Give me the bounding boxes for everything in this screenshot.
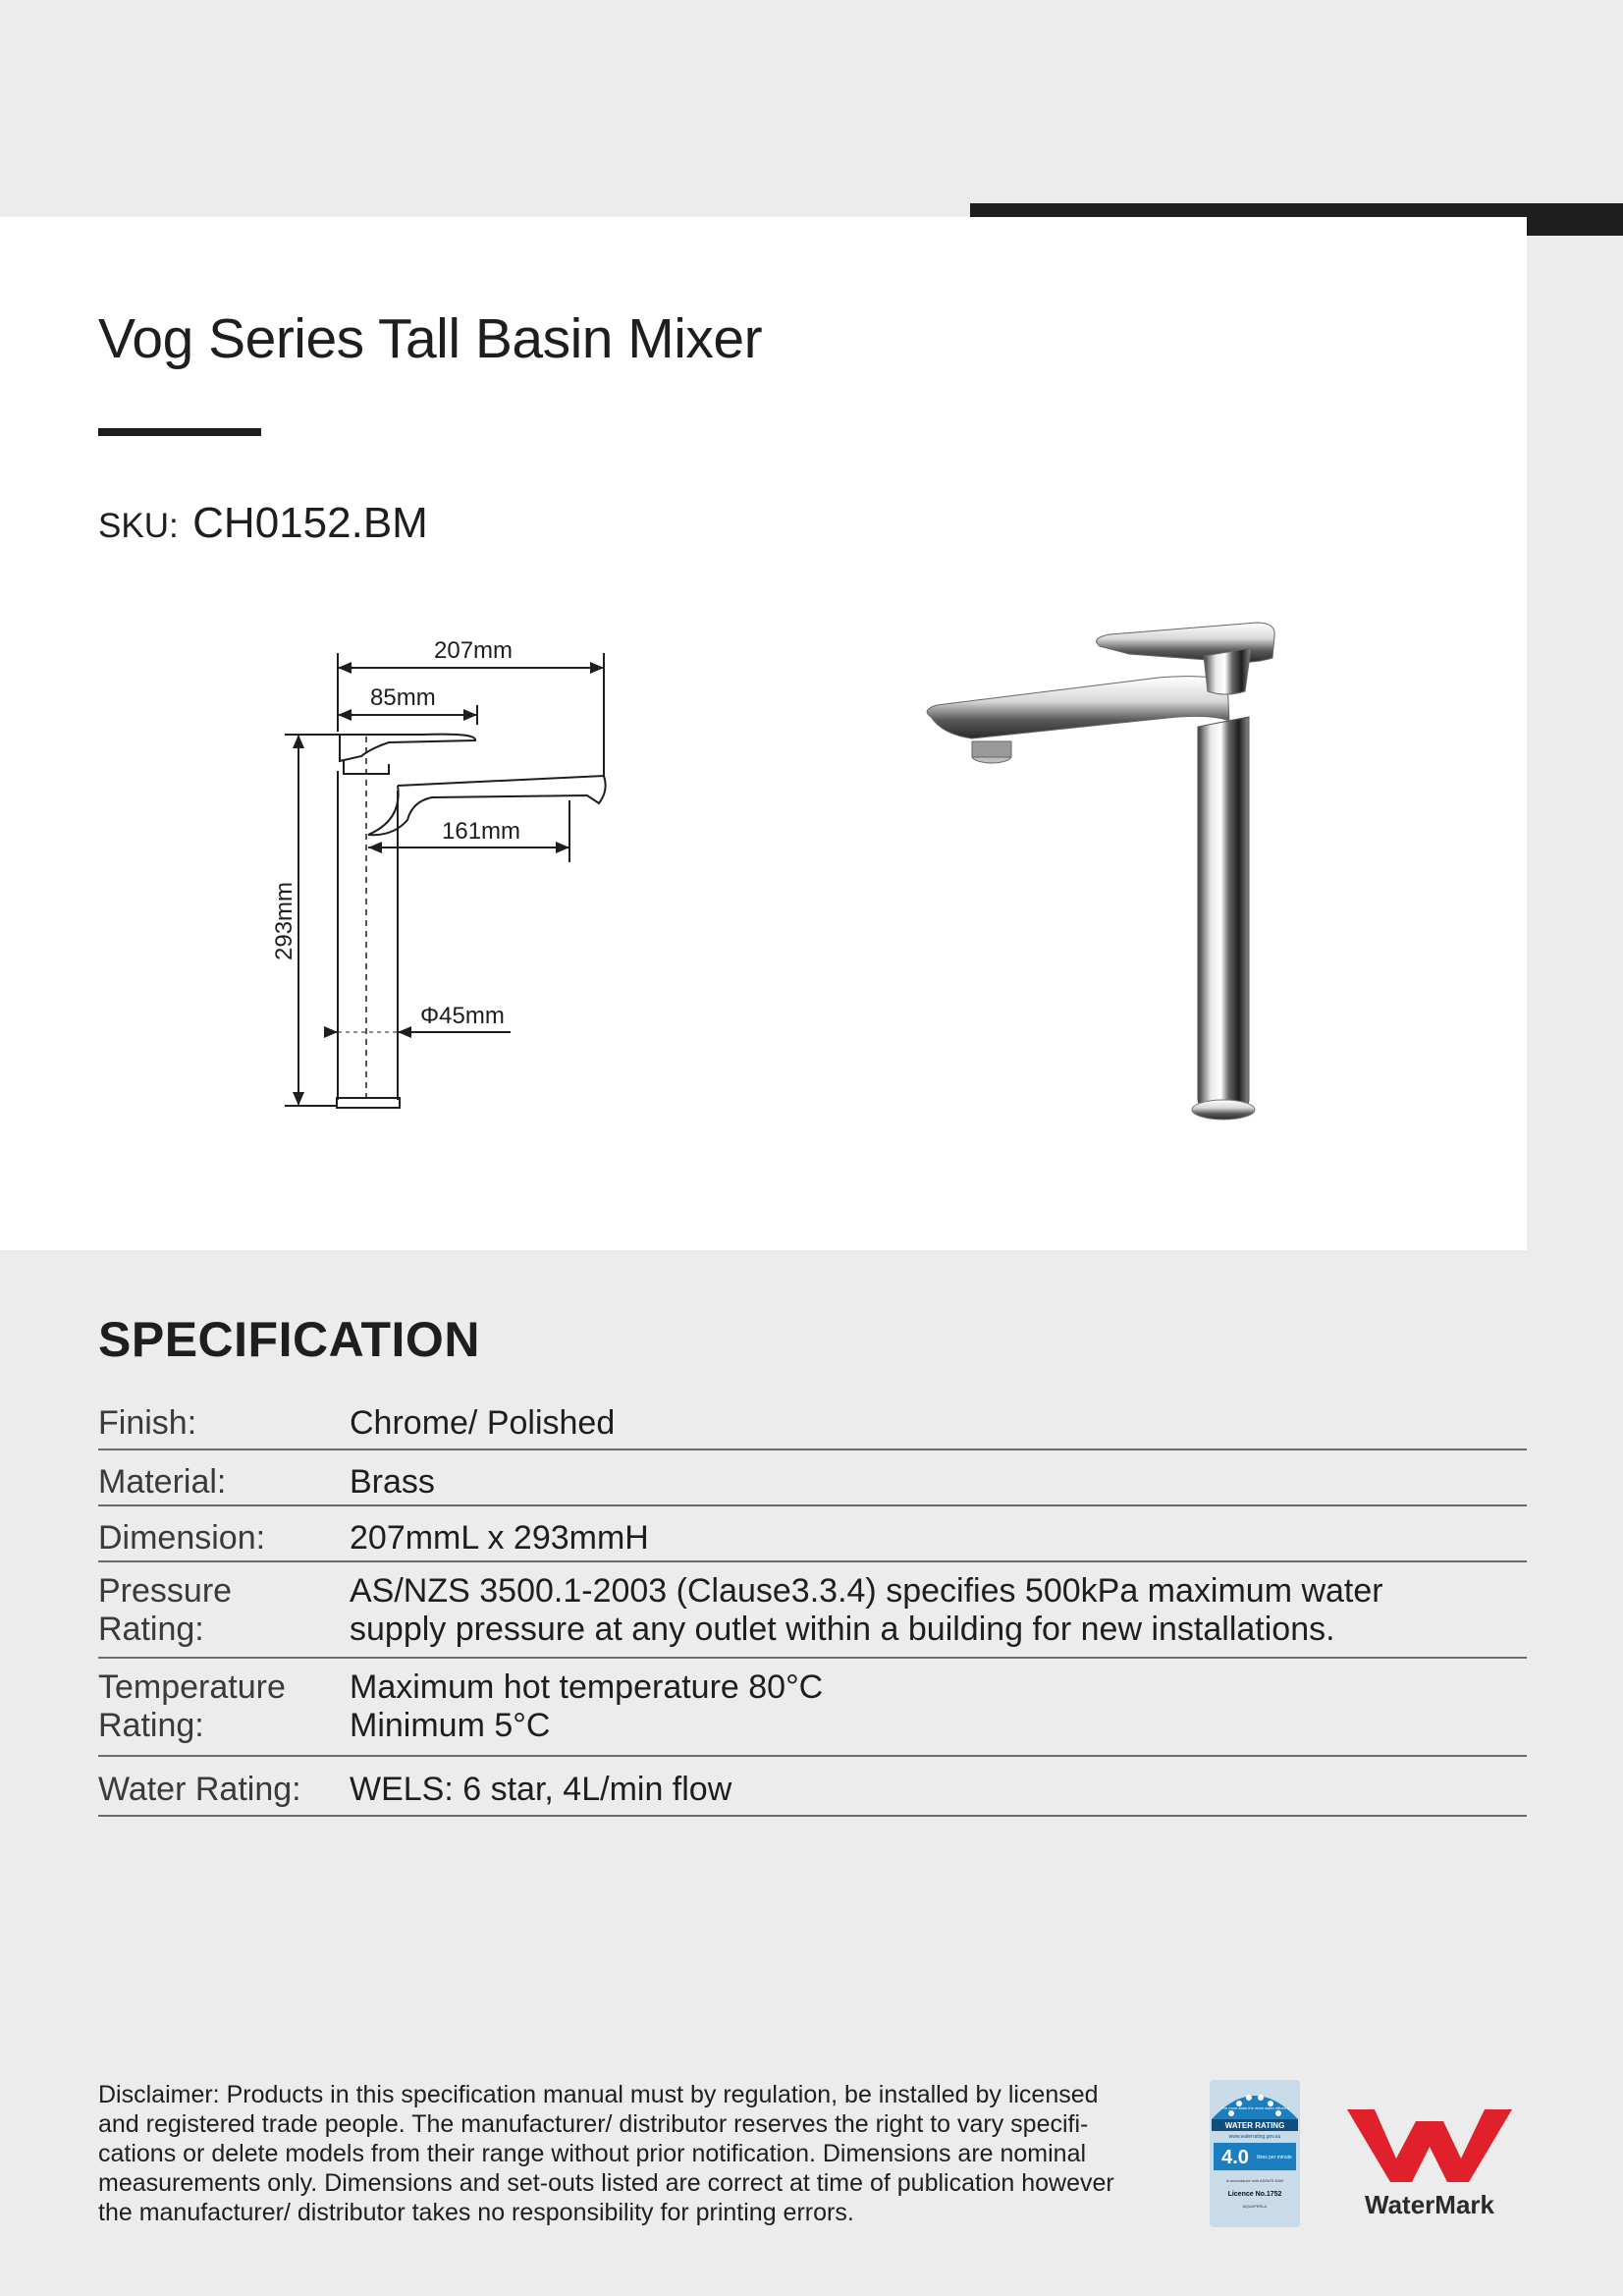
spec-row-dimension — [98, 1506, 1527, 1562]
spec-value — [350, 1519, 1527, 1560]
spec-value — [350, 1771, 1527, 1815]
disclaimer — [98, 2080, 1168, 2227]
sku-line — [98, 499, 428, 548]
spec-value-line: Chrome/ Polished — [350, 1404, 616, 1442]
wels-unit: litres per minute — [1257, 2155, 1292, 2160]
wels-water-rating-label — [1210, 2080, 1300, 2227]
spec-label: Dimension: — [98, 1519, 266, 1557]
spec-value-line: Minimum 5°C — [350, 1707, 551, 1744]
spec-label: Material: — [98, 1463, 227, 1501]
spec-value-line: supply pressure at any outlet within a building for new installations. — [350, 1611, 1335, 1648]
watermark-logo — [1345, 2100, 1514, 2217]
disclaimer-line: measurements only. Dimensions and set-outs listed are correct at time of publication however — [98, 2169, 1114, 2197]
spec-value — [350, 1668, 1527, 1755]
spec-value-line: AS/NZS 3500.1-2003 (Clause3.3.4) specifies 500kPa maximum water — [350, 1572, 1383, 1610]
spec-value-line: WELS: 6 star, 4L/min flow — [350, 1771, 732, 1808]
spec-label-line: Temperature — [98, 1668, 286, 1706]
product-panel — [0, 217, 1527, 1250]
wels-top-text: The more stars the more water efficient — [1220, 2105, 1289, 2110]
spec-label: Water Rating: — [98, 1771, 301, 1808]
disclaimer-line: the manufacturer/ distributor takes no responsibility for printing errors. — [98, 2199, 854, 2226]
watermark-label: WaterMark — [1365, 2190, 1494, 2219]
spec-label-line: Rating: — [98, 1611, 204, 1648]
disclaimer-line: cations or delete models from their range without prior notification. Dimensions are nominal — [98, 2140, 1087, 2167]
spec-row-pressure-rating — [98, 1562, 1527, 1659]
spec-row-water-rating — [98, 1757, 1527, 1817]
spec-row-temperature-rating — [98, 1659, 1527, 1757]
spec-value-line: Maximum hot temperature 80°C — [350, 1668, 824, 1706]
sku-value: CH0152.BM — [192, 499, 428, 547]
product-photo — [913, 619, 1296, 1129]
title-underline — [98, 428, 261, 436]
sku-label: SKU: — [98, 507, 179, 545]
dim-label-diameter: Φ45mm — [420, 1003, 505, 1029]
spec-label-line: Rating: — [98, 1707, 204, 1744]
wels-header: WATER RATING — [1224, 2121, 1285, 2130]
spec-value-line: 207mmL x 293mmH — [350, 1519, 649, 1557]
technical-drawing — [245, 619, 638, 1129]
dim-label-handle: 85mm — [370, 684, 436, 711]
spec-label — [98, 1668, 350, 1755]
dim-label-height: 293mm — [271, 881, 298, 960]
spec-value — [350, 1463, 1527, 1504]
disclaimer-line: and registered trade people. The manufacturer/ distributor reserves the right to vary specifi- — [98, 2110, 1089, 2138]
wels-rating: 4.0 — [1221, 2147, 1249, 2168]
dim-label-spout: 161mm — [442, 818, 521, 845]
spec-label: Finish: — [98, 1404, 197, 1442]
spec-value — [350, 1572, 1527, 1657]
spec-label-line: Pressure — [98, 1572, 233, 1610]
page-title: Vog Series Tall Basin Mixer — [98, 307, 763, 370]
spec-row-finish — [98, 1402, 1527, 1450]
spec-value-line: Brass — [350, 1463, 435, 1501]
wels-url: www.waterrating.gov.au — [1228, 2134, 1281, 2140]
wels-licence: Licence No.1752 — [1227, 2191, 1282, 2198]
spec-row-material — [98, 1450, 1527, 1506]
specification-heading: SPECIFICATION — [98, 1312, 480, 1367]
disclaimer-line: Disclaimer: Products in this specification manual must by regulation, be installed by licensed — [98, 2081, 1099, 2108]
watermark-w-icon — [1345, 2100, 1514, 2188]
dim-label-width: 207mm — [434, 637, 514, 664]
specification-table — [98, 1402, 1527, 1817]
spec-label — [98, 1572, 350, 1657]
wels-brand: AQUAPERLA — [1242, 2204, 1268, 2209]
wels-standard: In accordance with AS/NZS 6400 — [1225, 2178, 1284, 2183]
spec-value — [350, 1404, 1527, 1449]
